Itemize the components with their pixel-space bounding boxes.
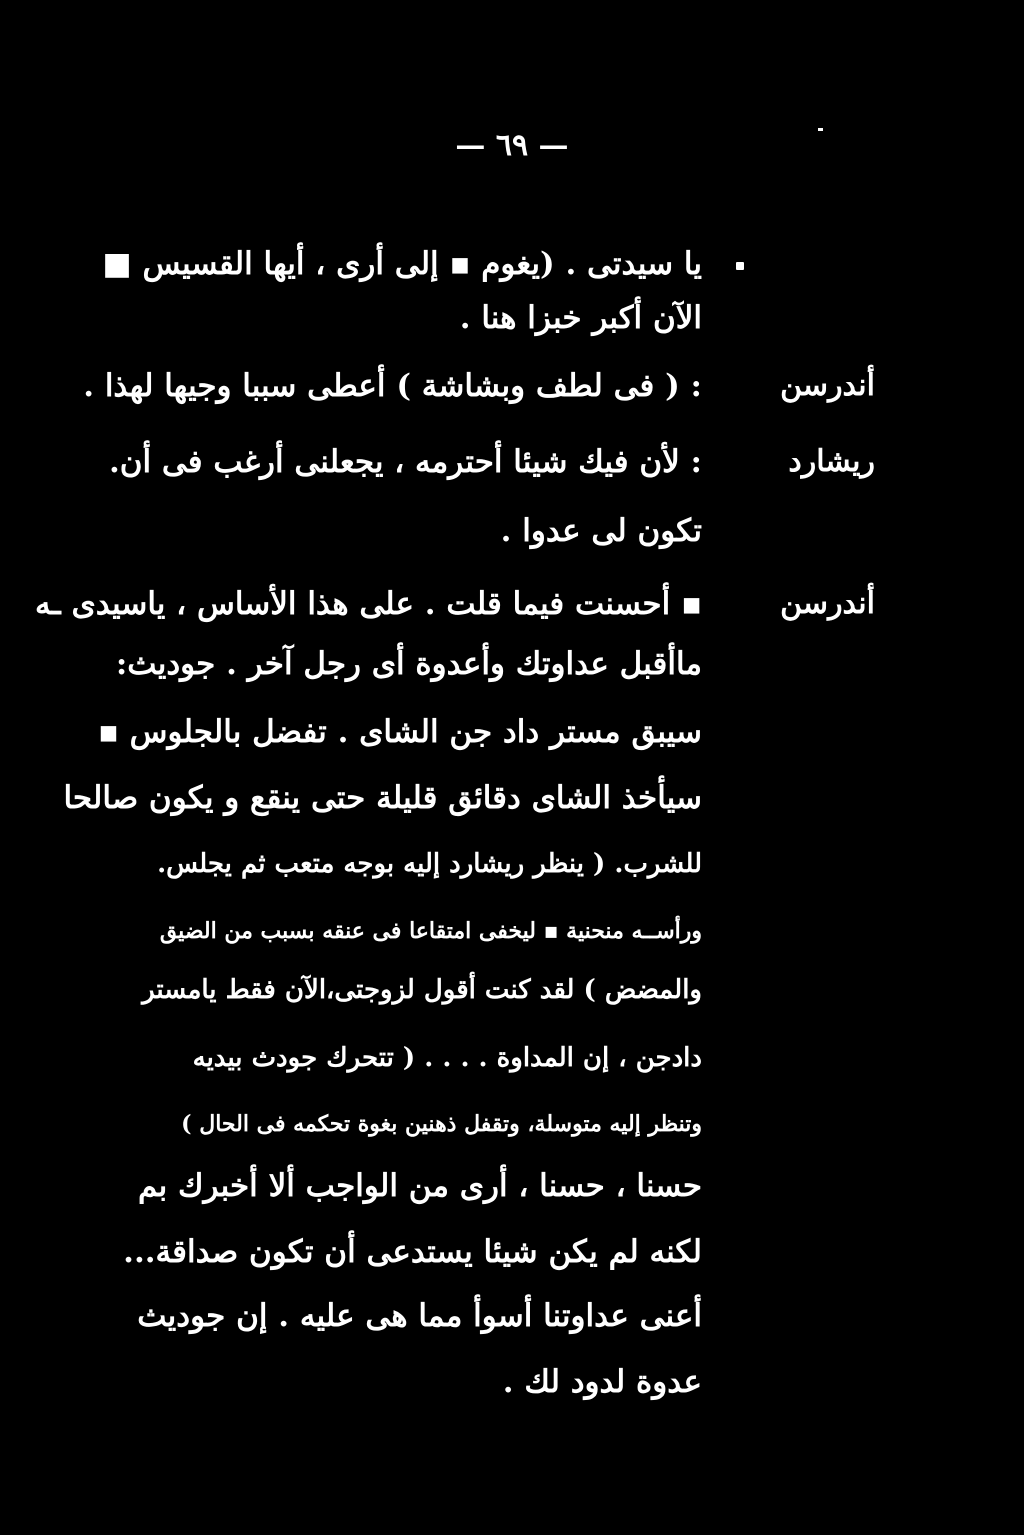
text-line: والمضض ) لقد كنت أقول لزوجتى،الآن فقط يامستر bbox=[142, 975, 702, 1005]
text-line: أعنى عداوتنا أسوأ مما هى عليه . إن جوديث bbox=[137, 1298, 702, 1334]
text-line: ▪ أحسنت فيما قلت . على هذا الأساس ، ياسيدى ـه bbox=[34, 586, 702, 622]
text-line: لكنه لم يكن شيئا يستدعى أن تكون صداقة... bbox=[123, 1234, 702, 1270]
page-number: — ٦٩ — bbox=[455, 128, 569, 163]
text-line: دادجن ، إن المداوة . . . . ( تتحرك جودث بيديه bbox=[192, 1043, 702, 1073]
text-line: تكون لى عدوا . bbox=[500, 513, 702, 549]
text-line: عدوة لدود لك . bbox=[502, 1364, 702, 1400]
speaker-name: ريشارد bbox=[788, 444, 875, 479]
text-line: حسنا ، حسنا ، أرى من الواجب ألا أخبرك بم bbox=[137, 1168, 702, 1204]
text-line: ماأقبل عداوتك وأعدوة أى رجل آخر . جوديث: bbox=[115, 646, 702, 682]
text-line: يا سيدتى . (يغوم ▪ إلى أرى ، أيها القسيس ■ bbox=[102, 246, 702, 282]
text-line: للشرب. ( ينظر ريشارد إليه بوجه متعب ثم يجلس. bbox=[157, 849, 702, 879]
speaker-name: أندرسن bbox=[780, 368, 875, 403]
text-line: سيبق مستر داد جن الشاى . تفضل بالجلوس ▪ bbox=[97, 714, 702, 750]
text-line: : ( فى لطف وبشاشة ) أعطى سببا وجيها لهذا . bbox=[83, 368, 702, 404]
bullet-dot bbox=[736, 262, 744, 270]
text-line: : لأن فيك شيئا أحترمه ، يجعلنى أرغب فى أن. bbox=[108, 444, 702, 480]
text-line: سيأخذ الشاى دقائق قليلة حتى ينقع و يكون صالحا bbox=[63, 780, 702, 816]
text-line: وتنظر إليه متوسلة، وتقفل ذهنين بغوة تحكمه فى الحال ) bbox=[181, 1111, 702, 1137]
text-line: ورأســه منحنية ▪ ليخفى امتقاعا فى عنقه بسبب من الضيق bbox=[159, 918, 702, 944]
speaker-name: أندرسن bbox=[780, 586, 875, 621]
text-line: الآن أكبر خبزا هنا . bbox=[459, 300, 702, 336]
